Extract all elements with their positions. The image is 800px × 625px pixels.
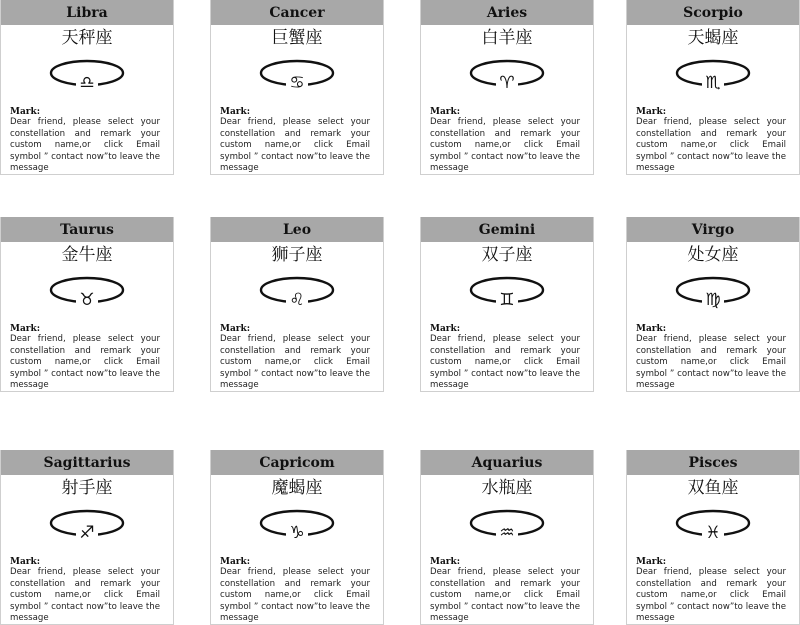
sign-chinese-name: 天秤座	[61, 28, 113, 48]
virgo-icon: ♍︎	[705, 290, 721, 310]
sign-chinese-name: 双子座	[481, 245, 533, 265]
leo-icon: ♌︎	[289, 290, 305, 310]
sign-chinese-name: 射手座	[61, 478, 113, 498]
sign-card-libra[interactable]	[0, 0, 174, 175]
aries-icon: ♈︎	[499, 73, 515, 93]
pisces-icon: ♓︎	[705, 523, 721, 543]
mark-label: Mark:	[430, 557, 461, 567]
sign-chinese-name: 金牛座	[61, 245, 113, 265]
sign-name: Sagittarius	[1, 450, 173, 475]
sign-card-aquarius[interactable]	[420, 450, 594, 625]
mark-label: Mark:	[220, 324, 251, 334]
mark-label: Mark:	[636, 107, 667, 117]
capricorn-icon: ♑︎	[289, 523, 305, 543]
ring-image	[465, 55, 549, 95]
sign-name: Cancer	[211, 0, 383, 25]
sign-name: Aquarius	[421, 450, 593, 475]
sign-card-taurus[interactable]	[0, 217, 174, 392]
sign-chinese-name: 白羊座	[481, 28, 533, 48]
mark-text: Dear friend, please select your constellation and remark your custom name,or click Email symbol ” contact now”to leave the message	[636, 567, 786, 623]
sign-name: Capricom	[211, 450, 383, 475]
mark-label: Mark:	[430, 107, 461, 117]
mark-label: Mark:	[10, 107, 41, 117]
mark-label: Mark:	[220, 107, 251, 117]
gemini-icon: ♊︎	[499, 290, 515, 310]
mark-text: Dear friend, please select your constellation and remark your custom name,or click Email symbol ” contact now”to leave the message	[430, 117, 580, 173]
sign-card-cancer[interactable]	[210, 0, 384, 175]
mark-label: Mark:	[636, 557, 667, 567]
scorpio-icon: ♏︎	[705, 73, 721, 93]
sign-card-aries[interactable]	[420, 0, 594, 175]
sign-chinese-name: 处女座	[687, 245, 739, 265]
sign-card-virgo[interactable]	[626, 217, 800, 392]
ring-image	[255, 272, 339, 312]
ring-image	[255, 505, 339, 545]
mark-text: Dear friend, please select your constellation and remark your custom name,or click Email symbol ” contact now”to leave the message	[430, 334, 580, 390]
sign-chinese-name: 巨蟹座	[271, 28, 323, 48]
mark-label: Mark:	[220, 557, 251, 567]
sign-chinese-name: 水瓶座	[481, 478, 533, 498]
ring-image	[465, 272, 549, 312]
mark-text: Dear friend, please select your constellation and remark your custom name,or click Email symbol ” contact now”to leave the message	[10, 567, 160, 623]
cancer-icon: ♋︎	[289, 73, 305, 93]
sign-chinese-name: 天蝎座	[687, 28, 739, 48]
sign-chinese-name: 狮子座	[271, 245, 323, 265]
ring-image	[45, 55, 129, 95]
mark-label: Mark:	[10, 557, 41, 567]
sign-chinese-name: 魔蝎座	[271, 478, 323, 498]
mark-text: Dear friend, please select your constellation and remark your custom name,or click Email symbol ” contact now”to leave the message	[220, 567, 370, 623]
aquarius-icon: ♒︎	[499, 523, 515, 543]
ring-image	[671, 272, 755, 312]
mark-label: Mark:	[636, 324, 667, 334]
mark-text: Dear friend, please select your constellation and remark your custom name,or click Email symbol ” contact now”to leave the message	[10, 334, 160, 390]
sagittarius-icon: ♐︎	[79, 523, 95, 543]
ring-image	[45, 505, 129, 545]
ring-image	[671, 55, 755, 95]
mark-label: Mark:	[10, 324, 41, 334]
sign-card-pisces[interactable]	[626, 450, 800, 625]
mark-text: Dear friend, please select your constellation and remark your custom name,or click Email symbol ” contact now”to leave the message	[10, 117, 160, 173]
sign-card-sagittarius[interactable]	[0, 450, 174, 625]
ring-image	[671, 505, 755, 545]
sign-card-gemini[interactable]	[420, 217, 594, 392]
libra-icon: ♎︎	[79, 73, 95, 93]
mark-text: Dear friend, please select your constellation and remark your custom name,or click Email symbol ” contact now”to leave the message	[220, 117, 370, 173]
mark-text: Dear friend, please select your constellation and remark your custom name,or click Email symbol ” contact now”to leave the message	[430, 567, 580, 623]
sign-name: Scorpio	[627, 0, 799, 25]
sign-card-scorpio[interactable]	[626, 0, 800, 175]
sign-name: Gemini	[421, 217, 593, 242]
ring-image	[255, 55, 339, 95]
mark-label: Mark:	[430, 324, 461, 334]
sign-name: Leo	[211, 217, 383, 242]
mark-text: Dear friend, please select your constellation and remark your custom name,or click Email symbol ” contact now”to leave the message	[636, 117, 786, 173]
sign-chinese-name: 双鱼座	[687, 478, 739, 498]
ring-image	[45, 272, 129, 312]
mark-text: Dear friend, please select your constellation and remark your custom name,or click Email symbol ” contact now”to leave the message	[220, 334, 370, 390]
taurus-icon: ♉︎	[79, 290, 95, 310]
sign-name: Libra	[1, 0, 173, 25]
mark-text: Dear friend, please select your constellation and remark your custom name,or click Email symbol ” contact now”to leave the message	[636, 334, 786, 390]
sign-name: Taurus	[1, 217, 173, 242]
sign-card-capricorn[interactable]	[210, 450, 384, 625]
sign-name: Aries	[421, 0, 593, 25]
sign-card-leo[interactable]	[210, 217, 384, 392]
ring-image	[465, 505, 549, 545]
sign-name: Virgo	[627, 217, 799, 242]
sign-name: Pisces	[627, 450, 799, 475]
